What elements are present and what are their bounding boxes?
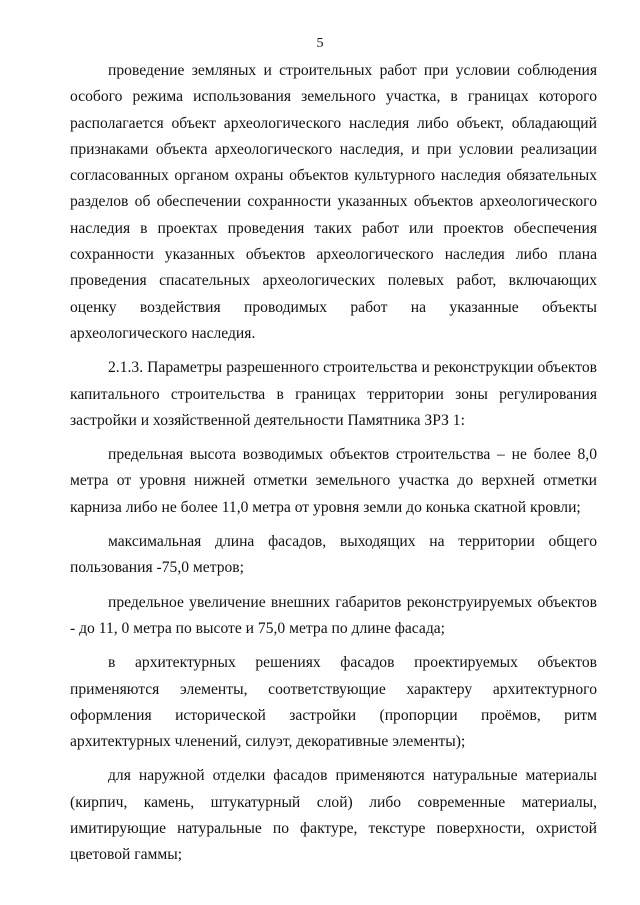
paragraph-section-2-1-3: 2.1.3. Параметры разрешенного строительства и реконструкции объектов капитального строительства в границах территории зоны регулирования застройки и хозяйственной деятельности Памятника ЗРЗ 1:: [70, 359, 597, 429]
paragraph-max-facade-length: максимальная длина фасадов, выходящих на территории общего пользования -75,0 метров;: [70, 533, 597, 577]
paragraph-facade-materials: для наружной отделки фасадов применяются натуральные материалы (кирпич, камень, штукатурный слой) либо современные материалы, имитирующие натуральные по фактуре, текстуре поверхности, охристой цветовой гаммы;: [70, 767, 597, 864]
paragraph-architectural-solutions: в архитектурных решениях фасадов проектируемых объектов применяются элементы, соответствующие характеру архитектурного оформления исторической застройки (пропорции проёмов, ритм архитектурных членений, силуэт, декоративные элементы);: [70, 654, 597, 751]
paragraph-earthworks-conditions: проведение земляных и строительных работ при условии соблюдения особого режима использования земельного участка, в границах которого располагается объект археологического наследия либо объект, обладающий признаками объекта археологического наследия, и при условии реализации согласованных органом охраны объектов культурного наследия обязательных разделов об обеспечении сохранности указанных объектов археологического наследия в проектах проведения таких работ или проектов обеспечения сохранности указанных объектов археологического наследия либо плана проведения спасательных археологических полевых работ, включающих оценку воздействия проводимых работ на указанные объекты археологического наследия.: [70, 62, 597, 342]
paragraph-dimension-increase: предельное увеличение внешних габаритов реконструируемых объектов - до 11, 0 метра по высоте и 75,0 метра по длине фасада;: [70, 593, 597, 637]
document-body: [70, 58, 597, 869]
page-number: 5: [316, 36, 324, 51]
paragraph-max-height: предельная высота возводимых объектов строительства – не более 8,0 метра от уровня нижней отметки земельного участка до верхней отметки карниза либо не более 11,0 метра от уровня земли до конька скатной кровли;: [70, 446, 597, 516]
